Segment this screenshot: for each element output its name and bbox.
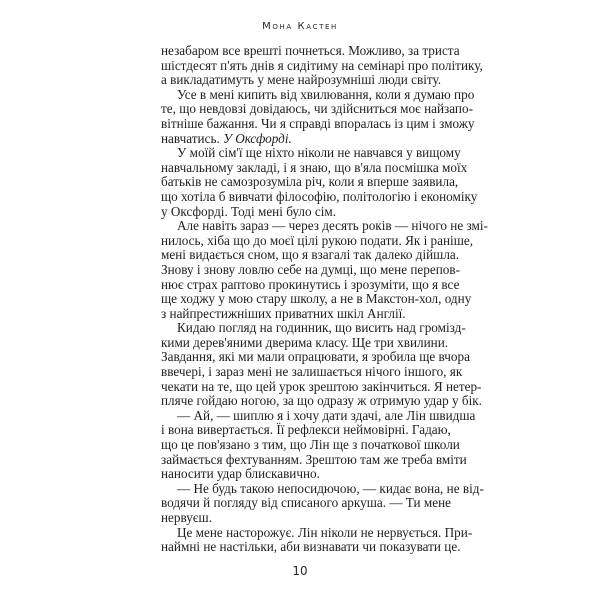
text-line: вітніше бажання. Чи я справді впоралась із цим і зможу [161,115,475,131]
paragraph-start-line: Це мене насторожує. Лін ніколи не нервується. При- [177,524,473,540]
body-text [161,43,488,555]
text-line: що хотіла б вивчати філософію, політологію і економіку [161,188,478,204]
text-line: займається фехтуванням. Зрештою там же треба вміти [161,451,467,467]
text-line [161,132,441,147]
text-line: Знову і знову ловлю себе на думці, що мене перепов- [161,261,460,277]
text-line: нилось, хіба що до моєї цілі рукою подати. Як і раніше, [161,232,473,248]
paragraph-start-line: Але навіть зараз — через десять років — нічого не змі- [177,218,488,234]
text-line: кими дерев'яними дверима класу. Ще три хвилини. [161,334,449,350]
text-line: а викладатимуть у мене найрозумніші люди світу. [161,72,442,88]
text-line: Завдання, які ми мали опрацювати, я зробила ще вчора [161,349,470,365]
text-fragment: навчатись. [161,130,220,146]
text-line: батьків не самозрозуміла річ, коли я вперше заявила, [161,174,459,190]
running-head-author: Мона Кастен [262,21,338,32]
text-line: нює страх раптово прокинутись і зрозуміти, що я все [161,276,460,292]
text-line: з найпрестижніших приватних шкіл Англії. [161,305,406,321]
text-line: ввечері, і зараз мені не залишається нічого іншого, як [161,364,463,380]
paragraph-start-line: Кидаю погляд на годинник, що висить над громізд- [177,320,466,336]
text-line: мені видається сном, що я взагалі так далеко дійшла. [161,247,460,263]
text-line: чекати на те, що цей урок зрештою закінчиться. Я нетер- [161,378,482,394]
dialogue-line: — Не будь такою непосидючою, — кидає вона, не від- [177,480,484,496]
text-line: водячи й погляду від списаного аркуша. — Ти мене [161,495,451,511]
text-line: шістдесят п'ять днів я сидітиму на семінарі про політику, [161,57,483,73]
text-line: наймні не настільки, аби визнавати чи показувати це. [161,539,461,555]
text-line: наносити удар блискавично. [161,466,320,482]
text-line: і вона вивертається. Її рефлекси неймовірні. Гадаю, [161,422,451,438]
text-line: нервуєш. [161,510,212,525]
text-line: у Оксфорді. Тоді мені було сім. [161,203,337,219]
text-line: те, що невдовзі довідаюсь, чи здійсниться моє найзапо- [161,101,473,117]
text-line: пляче гойдаю ногою, за що одразу ж отримую удар у бік. [161,393,482,409]
paragraph-start-line: У моїй сім'ї ще ніхто ніколи не навчався у вищому [177,145,461,161]
text-line: навчальному закладі, і я знаю, що в'яла посмішка моїх [161,159,468,175]
text-line: що це пов'язано з тим, що Лін ще з початкової школи [161,437,460,453]
text-line: незабаром все врешті почнеться. Можливо, за триста [161,43,460,58]
dialogue-line: — Ай, — шиплю я і хочу дати здачі, але Лін швидша [177,407,476,423]
text-line: ще ходжу у мою стару школу, а не в Макстон-хол, одну [161,291,472,307]
page-number: 10 [292,564,308,578]
paragraph-start-line: Усе в мені кипить від хвилювання, коли я думаю про [177,86,475,102]
italic-text: У Оксфорді. [223,130,292,146]
